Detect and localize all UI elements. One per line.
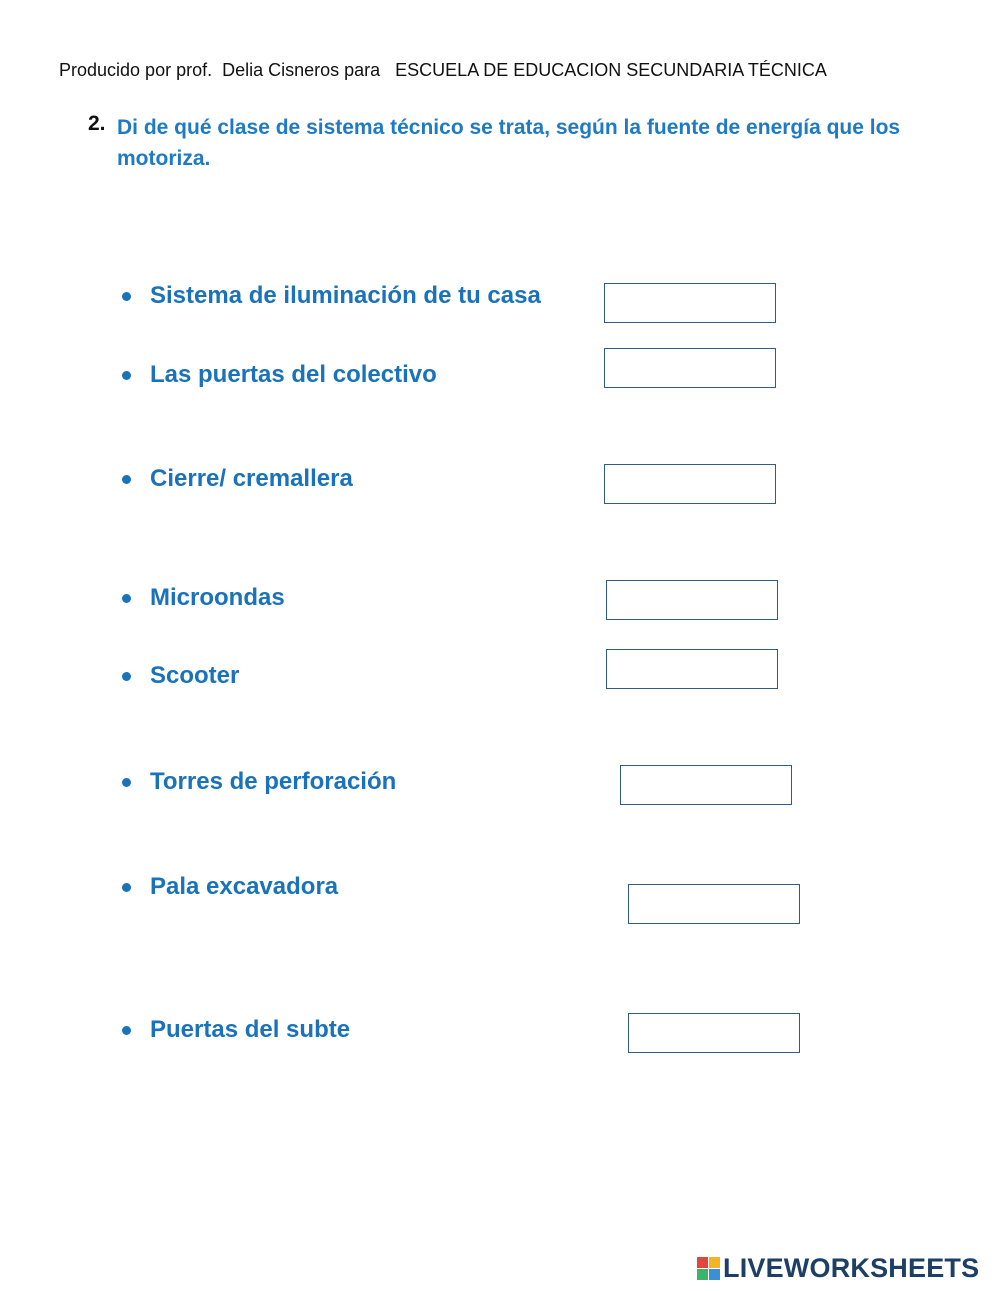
bullet-icon xyxy=(122,475,131,484)
item-microondas xyxy=(122,584,285,612)
answer-input-puertas-colectivo[interactable] xyxy=(604,348,776,388)
answer-input-iluminacion[interactable] xyxy=(604,283,776,323)
liveworksheets-logo xyxy=(697,1253,979,1284)
item-label: Torres de perforación xyxy=(150,768,397,795)
bullet-icon xyxy=(122,292,131,301)
item-torres-perforacion xyxy=(122,768,396,796)
question-number: 2. xyxy=(88,112,106,135)
item-label: Scooter xyxy=(150,662,240,689)
item-label: Cierre/ cremallera xyxy=(150,465,353,492)
question-text: Di de qué clase de sistema técnico se trata, según la fuente de energía que los motoriza. xyxy=(117,116,901,170)
item-puertas-colectivo xyxy=(122,361,437,389)
logo-block-blue xyxy=(709,1269,720,1280)
item-label: Puertas del subte xyxy=(150,1016,351,1043)
bullet-icon xyxy=(122,883,131,892)
bullet-icon xyxy=(122,371,131,380)
item-iluminacion xyxy=(122,282,541,310)
answer-input-puertas-subte[interactable] xyxy=(628,1013,800,1053)
item-label: Microondas xyxy=(150,584,285,611)
item-cierre xyxy=(122,465,353,493)
item-scooter xyxy=(122,662,239,690)
header-credit: Producido por prof. Delia Cisneros para ESCUELA DE EDUCACION SECUNDARIA TÉCNICA xyxy=(59,60,827,80)
answer-input-scooter[interactable] xyxy=(606,649,778,689)
bullet-icon xyxy=(122,594,131,603)
item-pala-excavadora xyxy=(122,873,338,901)
answer-input-torres-perforacion[interactable] xyxy=(620,765,792,805)
logo-block-green xyxy=(697,1269,708,1280)
item-label: Pala excavadora xyxy=(150,873,339,900)
item-puertas-subte xyxy=(122,1016,350,1044)
item-label: Las puertas del colectivo xyxy=(150,361,437,388)
logo-blocks-icon xyxy=(697,1257,720,1280)
answer-input-pala-excavadora[interactable] xyxy=(628,884,800,924)
bullet-icon xyxy=(122,672,131,681)
bullet-icon xyxy=(122,778,131,787)
item-label: Sistema de iluminación de tu casa xyxy=(150,282,541,309)
logo-block-yellow xyxy=(709,1257,720,1268)
answer-input-microondas[interactable] xyxy=(606,580,778,620)
answer-input-cierre[interactable] xyxy=(604,464,776,504)
logo-block-red xyxy=(697,1257,708,1268)
logo-text: LIVEWORKSHEETS xyxy=(723,1253,980,1283)
bullet-icon xyxy=(122,1026,131,1035)
